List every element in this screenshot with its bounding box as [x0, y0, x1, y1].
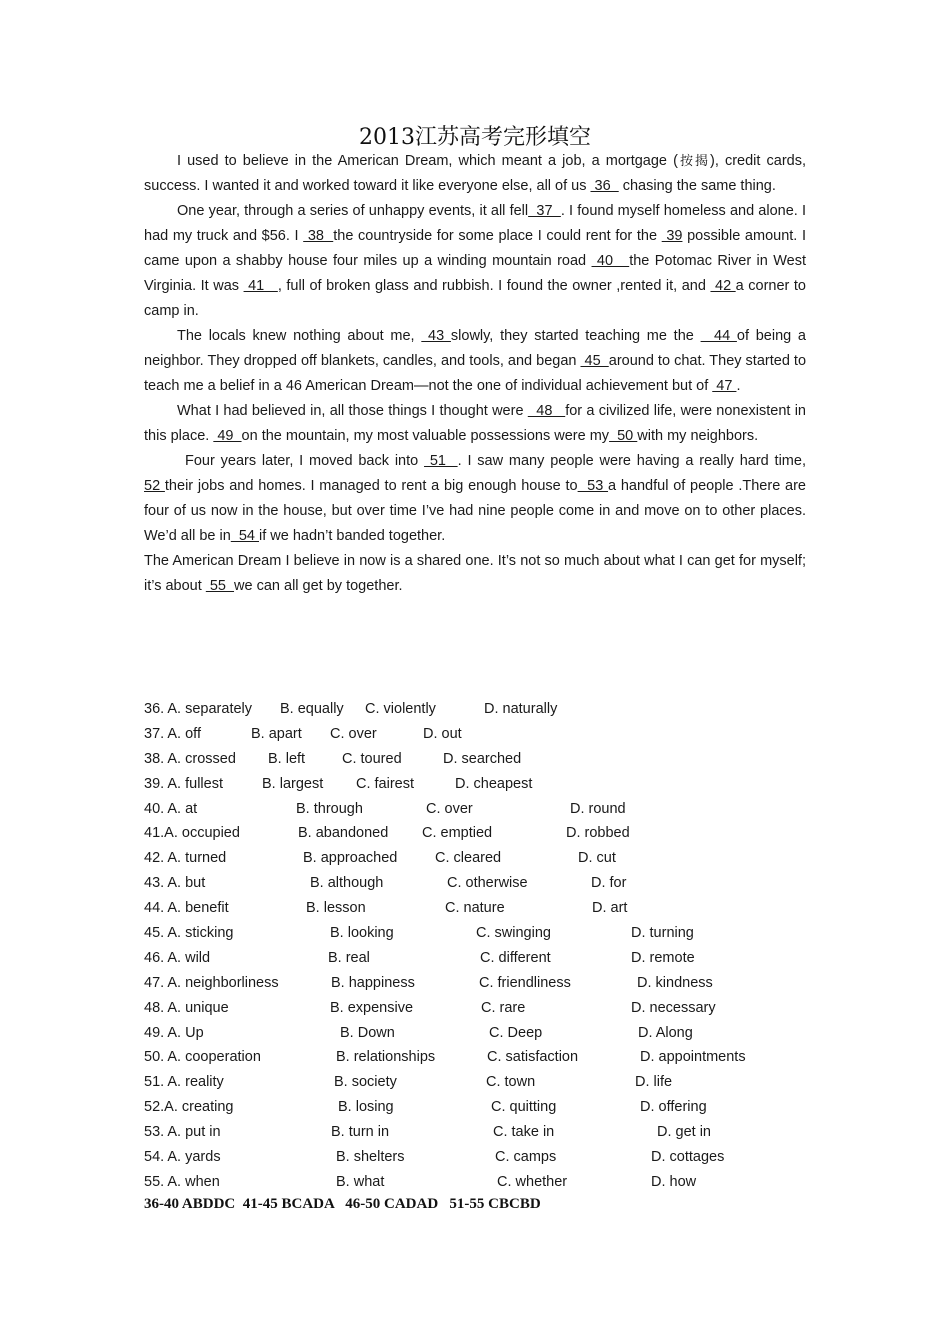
option-a: 50. A. cooperation [144, 1049, 261, 1066]
option-c: C. camps [495, 1149, 557, 1166]
option-d: D. for [591, 875, 627, 892]
option-b: B. apart [251, 725, 302, 742]
option-c: C. friendliness [479, 974, 571, 991]
blank-55: 55 [205, 578, 235, 594]
paragraph-2 [144, 199, 806, 324]
option-b: B. society [334, 1074, 397, 1091]
option-row [144, 1070, 804, 1095]
text: . [736, 378, 741, 394]
option-d: D. round [570, 800, 626, 817]
option-b: B. through [296, 800, 363, 817]
text: a handful of people .There are four of us now in the house, but over time I’ve had nine people come in and move on to other places. We’d all be in [144, 478, 806, 544]
blank-45: 45 [580, 353, 609, 369]
option-row [144, 896, 804, 921]
paragraph-5 [144, 449, 806, 549]
option-d: D. cut [578, 850, 616, 867]
page-title: 2013江苏高考完形填空 [359, 125, 591, 150]
blank-50: 50 [609, 428, 638, 444]
blank-47: 47 [712, 378, 737, 394]
option-a: 46. A. wild [144, 949, 211, 966]
text: possible amount. I came upon a shabby house four miles up a winding mountain road [144, 228, 806, 269]
option-a: 54. A. yards [144, 1149, 221, 1166]
option-c: C. quitting [491, 1099, 557, 1116]
option-c: C. toured [342, 750, 402, 767]
text: chasing the same thing. [618, 178, 776, 194]
option-row [144, 1021, 804, 1046]
text: One year, through a series of unhappy events, it all fell [177, 203, 529, 219]
option-c: C. otherwise [447, 875, 528, 892]
option-d: D. cottages [651, 1149, 725, 1166]
option-row [144, 772, 804, 797]
text: we can all get by together. [234, 578, 403, 594]
option-b: B. abandoned [298, 825, 389, 842]
blank-54: 54 [230, 528, 259, 544]
option-c: C. cleared [435, 850, 502, 867]
text: with my neighbors. [637, 428, 759, 444]
text: on the mountain, my most valuable possessions were my [241, 428, 610, 444]
option-d: D. out [423, 725, 462, 742]
option-c: C. over [426, 800, 473, 817]
text: Four years later, I moved back into [185, 453, 425, 469]
option-a: 47. A. neighborliness [144, 974, 279, 991]
option-b: B. left [268, 750, 306, 767]
option-d: D. art [592, 900, 628, 917]
text: of being a neighbor. They dropped off blankets, candles, and tools, and began [144, 328, 807, 369]
option-b: B. lesson [306, 900, 366, 917]
option-row [144, 946, 804, 971]
option-b: B. shelters [336, 1149, 405, 1166]
paragraph-6 [144, 549, 806, 599]
option-a: 43. A. but [144, 875, 206, 892]
text: ), credit cards, success. I wanted it and worked toward it like everyone else, all of us [144, 153, 806, 194]
option-c: C. whether [497, 1173, 568, 1190]
text: I used to believe in the American Dream, which meant a job, a mortgage ( [177, 153, 678, 169]
option-a: 42. A. turned [144, 850, 227, 867]
text: What I had believed in, all those things I thought were [177, 403, 528, 419]
blank-53: 53 [577, 478, 609, 494]
option-a: 37. A. off [144, 725, 201, 742]
option-row [144, 1120, 804, 1145]
text: the Potomac River in West Virginia. It was [144, 253, 806, 294]
text: The locals knew nothing about me, [177, 328, 422, 344]
text: slowly, they started teaching me the [450, 328, 701, 344]
option-c: C. nature [445, 900, 505, 917]
option-b: B. looking [330, 925, 394, 942]
option-b: B. losing [338, 1099, 394, 1116]
option-b: B. equally [280, 701, 344, 717]
option-a: 52.A. creating [144, 1099, 234, 1116]
option-a: 49. A. Up [144, 1024, 204, 1041]
blank-41: 41 [243, 278, 278, 294]
option-row [144, 996, 804, 1021]
text: the countryside for some place I could rent for the [333, 228, 662, 244]
option-d: D. how [651, 1173, 697, 1190]
option-b: B. turn in [331, 1124, 390, 1141]
blank-40: 40 [591, 253, 630, 269]
options-list [144, 697, 804, 1195]
option-b: B. Down [340, 1024, 395, 1041]
text: The American Dream I believe in now is a shared one. It’s not so much about what I can get for myself; it’s about [144, 553, 806, 594]
option-b: B. expensive [330, 999, 414, 1016]
text: their jobs and homes. I managed to rent a big enough house to [164, 478, 578, 494]
option-a: 51. A. reality [144, 1074, 224, 1091]
blank-42: 42 [710, 278, 736, 294]
text: if we hadn’t banded together. [259, 528, 446, 544]
option-c: C. different [480, 949, 551, 966]
option-c: C. over [330, 725, 377, 742]
blank-43: 43 [421, 328, 451, 344]
option-row [144, 1095, 804, 1120]
option-a: 45. A. sticking [144, 925, 234, 942]
option-row [144, 846, 804, 871]
option-d: D. necessary [631, 999, 716, 1016]
option-a: 36. A. separately [144, 701, 253, 717]
blank-48: 48 [527, 403, 566, 419]
option-d: D. naturally [484, 701, 558, 717]
option-d: D. get in [657, 1124, 711, 1141]
option-b: B. happiness [331, 974, 415, 991]
option-c: C. town [486, 1074, 536, 1091]
blank-36: 36 [590, 178, 619, 194]
option-c: C. violently [365, 701, 436, 717]
option-a: 38. A. crossed [144, 750, 236, 767]
option-row [144, 971, 804, 996]
blank-52: 52 [144, 478, 165, 494]
option-row [144, 747, 804, 772]
cloze-passage [144, 149, 806, 599]
option-b: B. approached [303, 850, 398, 867]
blank-37: 37 [528, 203, 561, 219]
option-a: 40. A. at [144, 800, 198, 817]
chinese-gloss: 按揭 [677, 154, 711, 169]
option-a: 44. A. benefit [144, 900, 229, 917]
option-c: C. emptied [422, 825, 493, 842]
blank-39: 39 [661, 228, 683, 244]
paragraph-3 [144, 324, 806, 399]
option-row [144, 1045, 804, 1070]
option-a: 41.A. occupied [144, 825, 240, 842]
blank-51: 51 [424, 453, 458, 469]
blank-38: 38 [303, 228, 334, 244]
paragraph-4 [144, 399, 806, 449]
option-row [144, 722, 804, 747]
option-c: C. swinging [476, 925, 551, 942]
option-b: B. largest [262, 775, 324, 792]
option-c: C. rare [481, 999, 526, 1016]
option-b: B. real [328, 949, 370, 966]
option-row [144, 821, 804, 846]
option-d: D. cheapest [455, 775, 533, 792]
text: a corner to camp in. [144, 278, 806, 319]
option-row [144, 921, 804, 946]
option-a: 39. A. fullest [144, 775, 223, 792]
text: around to chat. They started to teach me a belief in a 46 American Dream—not the one of individual achievement but of [144, 353, 807, 394]
option-row [144, 871, 804, 896]
option-d: D. robbed [566, 825, 630, 842]
option-a: 48. A. unique [144, 999, 229, 1016]
option-d: D. turning [631, 925, 694, 942]
option-c: C. fairest [356, 775, 415, 792]
option-row [144, 1170, 804, 1195]
option-c: C. satisfaction [487, 1049, 579, 1066]
option-b: B. what [336, 1173, 385, 1190]
option-row [144, 797, 804, 822]
option-c: C. take in [493, 1124, 555, 1141]
answer-key: 36-40 ABDDC 41-45 BCADA 46-50 CADAD 51-55 CBCBD [144, 1196, 541, 1212]
text: for a civilized life, were nonexistent in this place. [144, 403, 806, 444]
option-b: B. relationships [336, 1049, 436, 1066]
option-d: D. kindness [637, 974, 713, 991]
option-d: D. offering [640, 1099, 707, 1116]
option-b: B. although [310, 875, 384, 892]
paragraph-1 [144, 149, 806, 199]
option-d: D. life [635, 1074, 673, 1091]
option-d: D. Along [638, 1024, 693, 1041]
option-d: D. remote [631, 949, 695, 966]
option-d: D. searched [443, 750, 522, 767]
option-d: D. appointments [640, 1049, 746, 1066]
text: . I saw many people were having a really hard time, [457, 453, 806, 469]
blank-44: 44 [700, 328, 737, 344]
option-a: 53. A. put in [144, 1124, 221, 1141]
option-row [144, 697, 804, 722]
option-a: 55. A. when [144, 1173, 220, 1190]
text: , full of broken glass and rubbish. I found the owner ,rented it, and [277, 278, 711, 294]
option-row [144, 1145, 804, 1170]
text: . I found myself homeless and alone. I had my truck and $56. I [144, 203, 806, 244]
blank-49: 49 [213, 428, 242, 444]
option-c: C. Deep [489, 1024, 543, 1041]
